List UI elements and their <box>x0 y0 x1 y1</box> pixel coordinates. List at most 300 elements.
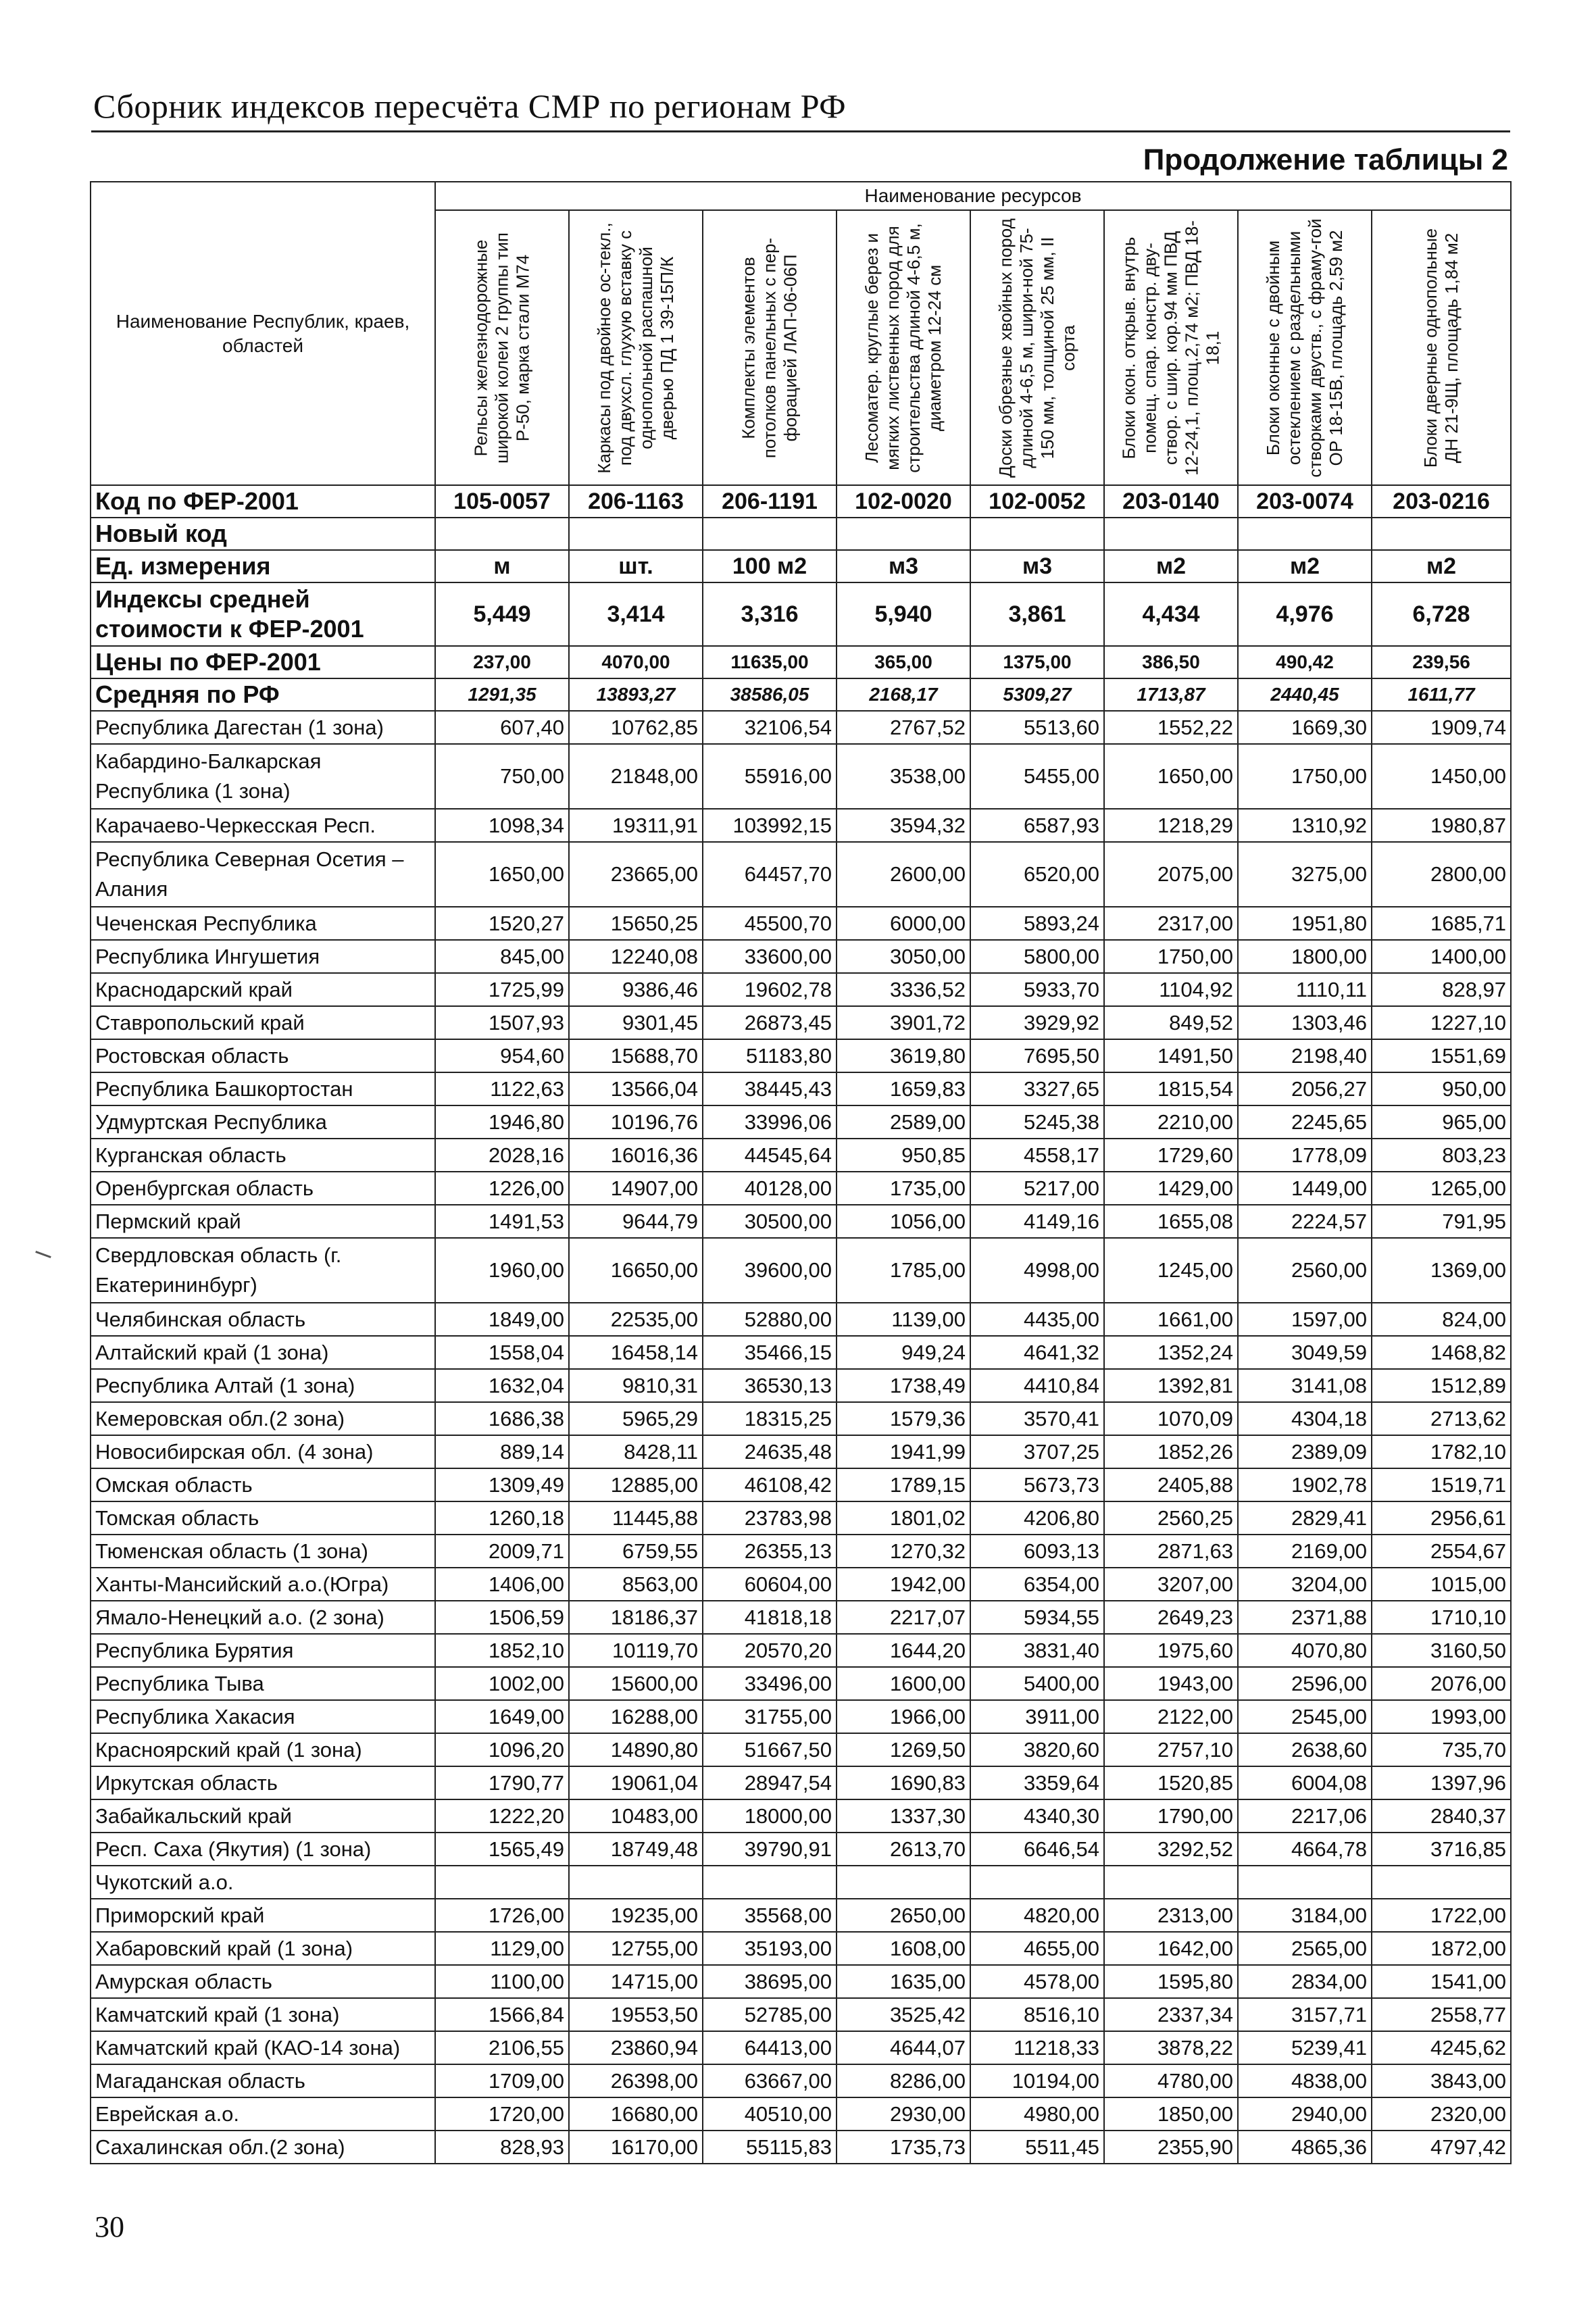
region-rows <box>91 711 1511 2164</box>
region-name: Ямало-Ненецкий а.о. (2 зона) <box>91 1601 435 1634</box>
price-cell: 1785,00 <box>837 1238 970 1303</box>
region-name: Ставропольский край <box>91 1006 435 1039</box>
price-cell: 9810,31 <box>569 1369 703 1402</box>
price-cell: 1520,85 <box>1104 1766 1238 1799</box>
price-cell: 5933,70 <box>970 973 1104 1006</box>
region-name: Новосибирская обл. (4 зона) <box>91 1435 435 1468</box>
meta-cell: 6,728 <box>1372 582 1511 646</box>
price-cell: 4435,00 <box>970 1303 1104 1336</box>
price-cell: 1468,82 <box>1372 1336 1511 1369</box>
price-cell: 1685,71 <box>1372 907 1511 940</box>
resource-name: Доски обрезные хвойных пород длиной 4-6,5 м, шири-ной 75-150 мм, толщиной 25 мм, II сорта <box>995 218 1078 478</box>
region-name: Удмуртская Республика <box>91 1105 435 1139</box>
meta-cell: 239,56 <box>1372 646 1511 678</box>
price-cell: 1491,50 <box>1104 1039 1238 1072</box>
price-cell: 1720,00 <box>435 2097 569 2131</box>
price-cell: 2800,00 <box>1372 842 1511 907</box>
meta-cell: 1291,35 <box>435 678 569 711</box>
price-cell: 5800,00 <box>970 940 1104 973</box>
price-cell: 828,93 <box>435 2131 569 2164</box>
price-cell: 1852,26 <box>1104 1435 1238 1468</box>
price-cell: 1226,00 <box>435 1172 569 1205</box>
price-cell: 1579,36 <box>837 1402 970 1435</box>
price-cell: 5673,73 <box>970 1468 1104 1501</box>
price-cell: 1310,92 <box>1238 809 1372 842</box>
price-cell: 18186,37 <box>569 1601 703 1634</box>
price-cell: 21848,00 <box>569 744 703 809</box>
meta-row-label: Цены по ФЕР-2001 <box>91 646 435 678</box>
price-cell: 1642,00 <box>1104 1932 1238 1965</box>
price-cell: 1669,30 <box>1238 711 1372 744</box>
table-continuation-label: Продолжение таблицы 2 <box>1143 143 1508 176</box>
price-cell: 1943,00 <box>1104 1667 1238 1700</box>
price-cell: 1512,89 <box>1372 1369 1511 1402</box>
price-cell: 15688,70 <box>569 1039 703 1072</box>
price-cell: 1738,49 <box>837 1369 970 1402</box>
price-cell: 22535,00 <box>569 1303 703 1336</box>
price-cell: 1600,00 <box>837 1667 970 1700</box>
price-cell: 52785,00 <box>703 1998 837 2031</box>
meta-cell: м2 <box>1372 550 1511 582</box>
price-cell: 3359,64 <box>970 1766 1104 1799</box>
meta-cell: 386,50 <box>1104 646 1238 678</box>
meta-cell: 206-1163 <box>569 485 703 518</box>
price-cell: 8563,00 <box>569 1568 703 1601</box>
region-name: Ханты-Мансийский а.о.(Югра) <box>91 1568 435 1601</box>
price-cell: 2106,55 <box>435 2031 569 2064</box>
price-cell: 849,52 <box>1104 1006 1238 1039</box>
price-cell: 51183,80 <box>703 1039 837 1072</box>
price-cell: 6520,00 <box>970 842 1104 907</box>
price-cell: 4780,00 <box>1104 2064 1238 2097</box>
table-row <box>91 2131 1511 2164</box>
price-cell: 33996,06 <box>703 1105 837 1139</box>
meta-cell: м2 <box>1238 550 1372 582</box>
region-name: Пермский край <box>91 1205 435 1238</box>
price-cell: 5511,45 <box>970 2131 1104 2164</box>
price-cell: 26873,45 <box>703 1006 837 1039</box>
region-name: Республика Бурятия <box>91 1634 435 1667</box>
meta-row <box>91 550 1511 582</box>
price-cell: 3878,22 <box>1104 2031 1238 2064</box>
table-row <box>91 1172 1511 1205</box>
price-cell: 1491,53 <box>435 1205 569 1238</box>
table-row <box>91 1899 1511 1932</box>
price-cell: 2596,00 <box>1238 1667 1372 1700</box>
price-cell: 2056,27 <box>1238 1072 1372 1105</box>
table-row <box>91 809 1511 842</box>
price-cell: 2245,65 <box>1238 1105 1372 1139</box>
price-cell: 26355,13 <box>703 1535 837 1568</box>
region-name: Камчатский край (КАО-14 зона) <box>91 2031 435 2064</box>
price-cell: 10483,00 <box>569 1799 703 1833</box>
price-cell: 828,97 <box>1372 973 1511 1006</box>
price-cell: 23665,00 <box>569 842 703 907</box>
price-cell: 2217,07 <box>837 1601 970 1634</box>
region-name: Респ. Саха (Якутия) (1 зона) <box>91 1833 435 1866</box>
meta-cell: 203-0216 <box>1372 485 1511 518</box>
meta-cell: 1375,00 <box>970 646 1104 678</box>
price-cell: 3538,00 <box>837 744 970 809</box>
price-cell: 64413,00 <box>703 2031 837 2064</box>
price-cell: 1056,00 <box>837 1205 970 1238</box>
price-cell: 16680,00 <box>569 2097 703 2131</box>
index-table <box>90 181 1512 2164</box>
price-cell: 1790,00 <box>1104 1799 1238 1833</box>
price-cell: 5893,24 <box>970 907 1104 940</box>
price-cell: 965,00 <box>1372 1105 1511 1139</box>
price-cell: 607,40 <box>435 711 569 744</box>
price-cell: 1597,00 <box>1238 1303 1372 1336</box>
resources-header: Наименование ресурсов <box>435 182 1511 210</box>
price-cell: 1608,00 <box>837 1932 970 1965</box>
price-cell: 949,24 <box>837 1336 970 1369</box>
price-cell: 1632,04 <box>435 1369 569 1402</box>
meta-row-label: Новый код <box>91 518 435 550</box>
price-cell: 1993,00 <box>1372 1700 1511 1733</box>
price-cell: 2713,62 <box>1372 1402 1511 1435</box>
price-cell: 35466,15 <box>703 1336 837 1369</box>
price-cell: 63667,00 <box>703 2064 837 2097</box>
price-cell: 33496,00 <box>703 1667 837 1700</box>
price-cell: 2217,06 <box>1238 1799 1372 1833</box>
price-cell: 1129,00 <box>435 1932 569 1965</box>
price-cell: 1649,00 <box>435 1700 569 1733</box>
region-name: Республика Северная Осетия – Алания <box>91 842 435 907</box>
price-cell: 791,95 <box>1372 1205 1511 1238</box>
price-cell: 1975,60 <box>1104 1634 1238 1667</box>
resource-column-header <box>1104 210 1238 485</box>
meta-cell: 206-1191 <box>703 485 837 518</box>
price-cell: 3911,00 <box>970 1700 1104 1733</box>
price-cell: 2650,00 <box>837 1899 970 1932</box>
region-name: Республика Дагестан (1 зона) <box>91 711 435 744</box>
price-cell: 46108,42 <box>703 1468 837 1501</box>
meta-cell: 5,449 <box>435 582 569 646</box>
price-cell: 38695,00 <box>703 1965 837 1998</box>
price-cell: 3160,50 <box>1372 1634 1511 1667</box>
price-cell: 1309,49 <box>435 1468 569 1501</box>
price-cell: 16458,14 <box>569 1336 703 1369</box>
price-cell: 40128,00 <box>703 1172 837 1205</box>
meta-cell: 365,00 <box>837 646 970 678</box>
price-cell <box>970 1866 1104 1899</box>
price-cell: 2545,00 <box>1238 1700 1372 1733</box>
price-cell: 38445,43 <box>703 1072 837 1105</box>
table-row <box>91 1369 1511 1402</box>
meta-cell: 237,00 <box>435 646 569 678</box>
price-cell: 824,00 <box>1372 1303 1511 1336</box>
price-cell: 23860,94 <box>569 2031 703 2064</box>
price-cell: 1966,00 <box>837 1700 970 1733</box>
resource-name: Комплекты элементов потолков панельных с пер-форацией ЛАП-06-06П <box>738 237 801 458</box>
price-cell: 3157,71 <box>1238 1998 1372 2031</box>
price-cell: 39600,00 <box>703 1238 837 1303</box>
price-cell: 2649,23 <box>1104 1601 1238 1634</box>
price-cell: 1265,00 <box>1372 1172 1511 1205</box>
price-cell: 64457,70 <box>703 842 837 907</box>
table-row <box>91 1965 1511 1998</box>
price-cell: 6093,13 <box>970 1535 1104 1568</box>
price-cell: 2371,88 <box>1238 1601 1372 1634</box>
resource-column-header <box>435 210 569 485</box>
price-cell: 3275,00 <box>1238 842 1372 907</box>
price-cell: 8516,10 <box>970 1998 1104 2031</box>
price-cell: 1735,00 <box>837 1172 970 1205</box>
price-cell: 2009,71 <box>435 1535 569 1568</box>
price-cell: 1946,80 <box>435 1105 569 1139</box>
region-name: Чеченская Республика <box>91 907 435 940</box>
price-cell: 3929,92 <box>970 1006 1104 1039</box>
region-name: Кабардино-Балкарская Республика (1 зона) <box>91 744 435 809</box>
price-cell: 1110,11 <box>1238 973 1372 1006</box>
price-cell: 1686,38 <box>435 1402 569 1435</box>
price-cell: 1100,00 <box>435 1965 569 1998</box>
price-cell: 803,23 <box>1372 1139 1511 1172</box>
price-cell: 1400,00 <box>1372 940 1511 973</box>
price-cell: 4578,00 <box>970 1965 1104 1998</box>
resource-column-header <box>703 210 837 485</box>
region-name: Амурская область <box>91 1965 435 1998</box>
price-cell <box>1238 1866 1372 1899</box>
price-cell: 19061,04 <box>569 1766 703 1799</box>
table-row <box>91 1866 1511 1899</box>
meta-cell: шт. <box>569 550 703 582</box>
price-cell: 1551,69 <box>1372 1039 1511 1072</box>
meta-cell: м3 <box>837 550 970 582</box>
price-cell: 14890,80 <box>569 1733 703 1766</box>
price-cell: 1710,10 <box>1372 1601 1511 1634</box>
meta-cell: 4,976 <box>1238 582 1372 646</box>
price-cell: 2224,57 <box>1238 1205 1372 1238</box>
price-cell: 1595,80 <box>1104 1965 1238 1998</box>
meta-cell: м <box>435 550 569 582</box>
price-cell: 3207,00 <box>1104 1568 1238 1601</box>
price-cell: 1735,73 <box>837 2131 970 2164</box>
price-cell: 30500,00 <box>703 1205 837 1238</box>
table-row <box>91 1006 1511 1039</box>
running-head: Сборник индексов пересчёта СМР по регионам РФ <box>93 87 847 125</box>
price-cell: 1782,10 <box>1372 1435 1511 1468</box>
meta-cell: 5,940 <box>837 582 970 646</box>
price-cell: 1941,99 <box>837 1435 970 1468</box>
meta-row <box>91 518 1511 550</box>
price-cell <box>837 1866 970 1899</box>
meta-cell <box>703 518 837 550</box>
price-cell: 1520,27 <box>435 907 569 940</box>
meta-cell: 2168,17 <box>837 678 970 711</box>
price-cell: 2313,00 <box>1104 1899 1238 1932</box>
price-cell: 1070,09 <box>1104 1402 1238 1435</box>
price-cell: 1392,81 <box>1104 1369 1238 1402</box>
price-cell: 1352,24 <box>1104 1336 1238 1369</box>
meta-cell: 4070,00 <box>569 646 703 678</box>
price-cell: 4149,16 <box>970 1205 1104 1238</box>
meta-cell <box>1372 518 1511 550</box>
meta-cell: 38586,05 <box>703 678 837 711</box>
price-cell: 2122,00 <box>1104 1700 1238 1733</box>
price-cell: 2600,00 <box>837 842 970 907</box>
price-cell: 1429,00 <box>1104 1172 1238 1205</box>
meta-cell: 3,316 <box>703 582 837 646</box>
price-cell: 52880,00 <box>703 1303 837 1336</box>
table-row <box>91 1700 1511 1733</box>
price-cell: 2028,16 <box>435 1139 569 1172</box>
price-cell: 16650,00 <box>569 1238 703 1303</box>
price-cell: 1369,00 <box>1372 1238 1511 1303</box>
price-cell: 1726,00 <box>435 1899 569 1932</box>
price-cell: 2317,00 <box>1104 907 1238 940</box>
price-cell: 3843,00 <box>1372 2064 1511 2097</box>
resource-column-header <box>1238 210 1372 485</box>
price-cell: 2638,60 <box>1238 1733 1372 1766</box>
price-cell: 31755,00 <box>703 1700 837 1733</box>
price-cell: 4820,00 <box>970 1899 1104 1932</box>
price-cell: 3336,52 <box>837 973 970 1006</box>
meta-cell: 3,861 <box>970 582 1104 646</box>
price-cell: 2560,25 <box>1104 1501 1238 1535</box>
price-cell: 10762,85 <box>569 711 703 744</box>
price-cell: 3184,00 <box>1238 1899 1372 1932</box>
price-cell: 1789,15 <box>837 1468 970 1501</box>
price-cell: 3831,40 <box>970 1634 1104 1667</box>
price-cell: 2405,88 <box>1104 1468 1238 1501</box>
price-cell: 3570,41 <box>970 1402 1104 1435</box>
price-cell: 6354,00 <box>970 1568 1104 1601</box>
price-cell: 5217,00 <box>970 1172 1104 1205</box>
table-row <box>91 940 1511 973</box>
meta-cell: 2440,45 <box>1238 678 1372 711</box>
region-name: Томская область <box>91 1501 435 1535</box>
price-cell: 750,00 <box>435 744 569 809</box>
price-cell: 4998,00 <box>970 1238 1104 1303</box>
price-cell: 1139,00 <box>837 1303 970 1336</box>
price-cell: 2589,00 <box>837 1105 970 1139</box>
price-cell: 5965,29 <box>569 1402 703 1435</box>
price-cell: 36530,13 <box>703 1369 837 1402</box>
price-cell: 16016,36 <box>569 1139 703 1172</box>
price-cell: 1122,63 <box>435 1072 569 1105</box>
meta-cell: 102-0052 <box>970 485 1104 518</box>
price-cell: 845,00 <box>435 940 569 973</box>
meta-row <box>91 582 1511 646</box>
price-cell: 735,70 <box>1372 1733 1511 1766</box>
price-cell: 2834,00 <box>1238 1965 1372 1998</box>
price-cell: 1650,00 <box>435 842 569 907</box>
price-cell: 1245,00 <box>1104 1238 1238 1303</box>
price-cell: 2076,00 <box>1372 1667 1511 1700</box>
header-rule <box>91 130 1510 132</box>
price-cell: 1750,00 <box>1104 940 1238 973</box>
price-cell: 1725,99 <box>435 973 569 1006</box>
meta-cell: 11635,00 <box>703 646 837 678</box>
price-cell: 2613,70 <box>837 1833 970 1866</box>
price-cell: 12885,00 <box>569 1468 703 1501</box>
price-cell: 1650,00 <box>1104 744 1238 809</box>
price-cell: 1942,00 <box>837 1568 970 1601</box>
price-cell: 1750,00 <box>1238 744 1372 809</box>
price-cell: 11445,88 <box>569 1501 703 1535</box>
price-cell: 950,00 <box>1372 1072 1511 1105</box>
region-name: Алтайский край (1 зона) <box>91 1336 435 1369</box>
price-cell: 2560,00 <box>1238 1238 1372 1303</box>
price-cell: 12240,08 <box>569 940 703 973</box>
price-cell: 2956,61 <box>1372 1501 1511 1535</box>
price-cell: 1450,00 <box>1372 744 1511 809</box>
price-cell: 1852,10 <box>435 1634 569 1667</box>
price-cell: 1260,18 <box>435 1501 569 1535</box>
region-name: Курганская область <box>91 1139 435 1172</box>
price-cell: 8428,11 <box>569 1435 703 1468</box>
price-cell: 9301,45 <box>569 1006 703 1039</box>
table-row <box>91 1336 1511 1369</box>
price-cell: 5400,00 <box>970 1667 1104 1700</box>
price-cell: 1690,83 <box>837 1766 970 1799</box>
meta-cell <box>837 518 970 550</box>
table-row <box>91 1932 1511 1965</box>
resource-column-header <box>569 210 703 485</box>
price-cell: 44545,64 <box>703 1139 837 1172</box>
price-cell: 3619,80 <box>837 1039 970 1072</box>
region-name: Республика Алтай (1 зона) <box>91 1369 435 1402</box>
price-cell: 15600,00 <box>569 1667 703 1700</box>
meta-cell: 102-0020 <box>837 485 970 518</box>
price-cell: 12755,00 <box>569 1932 703 1965</box>
price-cell: 19235,00 <box>569 1899 703 1932</box>
price-cell: 1269,50 <box>837 1733 970 1766</box>
table-row <box>91 2097 1511 2131</box>
price-cell: 2757,10 <box>1104 1733 1238 1766</box>
meta-row <box>91 485 1511 518</box>
price-cell: 1659,83 <box>837 1072 970 1105</box>
meta-cell <box>970 518 1104 550</box>
price-cell: 4340,30 <box>970 1799 1104 1833</box>
meta-row <box>91 646 1511 678</box>
region-name: Республика Башкортостан <box>91 1072 435 1105</box>
resource-name: Рельсы железнодорожные широкой колеи 2 группы тип Р-50, марка стали М74 <box>470 232 533 464</box>
price-cell: 2871,63 <box>1104 1535 1238 1568</box>
resource-column-header <box>970 210 1104 485</box>
meta-cell: 4,434 <box>1104 582 1238 646</box>
price-cell: 1644,20 <box>837 1634 970 1667</box>
price-cell: 1541,00 <box>1372 1965 1511 1998</box>
price-cell: 40510,00 <box>703 2097 837 2131</box>
price-cell: 1872,00 <box>1372 1932 1511 1965</box>
price-cell: 1506,59 <box>435 1601 569 1634</box>
price-cell: 2558,77 <box>1372 1998 1511 2031</box>
price-cell: 1104,92 <box>1104 973 1238 1006</box>
meta-row-label: Ед. измерения <box>91 550 435 582</box>
price-cell: 2389,09 <box>1238 1435 1372 1468</box>
price-cell: 1778,09 <box>1238 1139 1372 1172</box>
meta-cell: м3 <box>970 550 1104 582</box>
table-row <box>91 2064 1511 2097</box>
price-cell: 954,60 <box>435 1039 569 1072</box>
price-cell: 4410,84 <box>970 1369 1104 1402</box>
price-cell: 1565,49 <box>435 1833 569 1866</box>
region-name: Свердловская область (г. Екатерининбург) <box>91 1238 435 1303</box>
price-cell: 6000,00 <box>837 907 970 940</box>
price-cell: 5245,38 <box>970 1105 1104 1139</box>
region-name: Тюменская область (1 зона) <box>91 1535 435 1568</box>
price-cell: 1902,78 <box>1238 1468 1372 1501</box>
region-name: Еврейская а.о. <box>91 2097 435 2131</box>
price-cell: 3292,52 <box>1104 1833 1238 1866</box>
price-cell: 23783,98 <box>703 1501 837 1535</box>
price-cell: 41818,18 <box>703 1601 837 1634</box>
price-cell: 1519,71 <box>1372 1468 1511 1501</box>
table-row <box>91 1733 1511 1766</box>
